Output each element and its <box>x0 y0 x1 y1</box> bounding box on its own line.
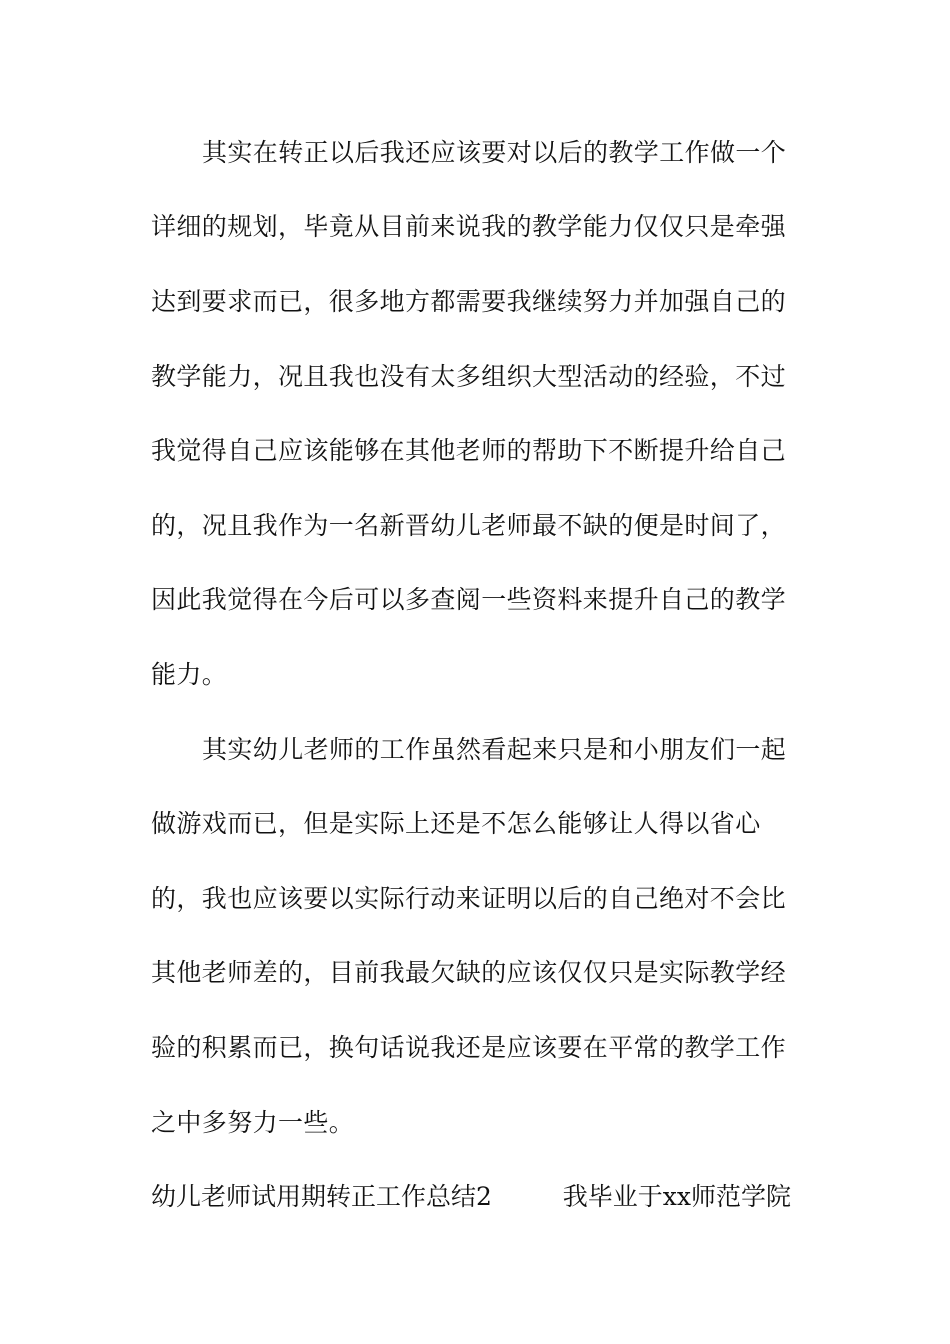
paragraph-2-line-4: 其他老师差的，目前我最欠缺的应该仅仅只是实际教学经 <box>151 958 787 987</box>
section-heading-row <box>151 1181 791 1213</box>
section-heading-title: 幼儿老师试用期转正工作总结2 <box>151 1182 492 1211</box>
paragraph-2-line-3: 的，我也应该要以实际行动来证明以后的自己绝对不会比 <box>151 884 787 913</box>
paragraph-1-line-1: 其实在转正以后我还应该要对以后的教学工作做一个 <box>202 138 787 167</box>
section-heading-continuation: 我毕业于xx师范学院 <box>562 1182 791 1211</box>
paragraph-2-line-1: 其实幼儿老师的工作虽然看起来只是和小朋友们一起 <box>202 735 787 764</box>
paragraph-1-line-7: 因此我觉得在今后可以多查阅一些资料来提升自己的教学 <box>151 585 787 614</box>
paragraph-2-line-2: 做游戏而已，但是实际上还是不怎么能够让人得以省心 <box>151 809 761 838</box>
paragraph-1-line-5: 我觉得自己应该能够在其他老师的帮助下不断提升给自己 <box>151 436 787 465</box>
paragraph-1-line-2: 详细的规划，毕竟从目前来说我的教学能力仅仅只是牵强 <box>151 212 787 241</box>
paragraph-1-line-6: 的，况且我作为一名新晋幼儿老师最不缺的便是时间了， <box>151 511 787 540</box>
paragraph-1-line-4: 教学能力，况且我也没有太多组织大型活动的经验，不过 <box>151 362 787 391</box>
paragraph-2-line-6: 之中多努力一些。 <box>151 1108 355 1137</box>
paragraph-1-line-3: 达到要求而已，很多地方都需要我继续努力并加强自己的 <box>151 287 787 316</box>
paragraph-2-line-5: 验的积累而已，换句话说我还是应该要在平常的教学工作 <box>151 1033 787 1062</box>
paragraph-1-line-8: 能力。 <box>151 660 228 689</box>
